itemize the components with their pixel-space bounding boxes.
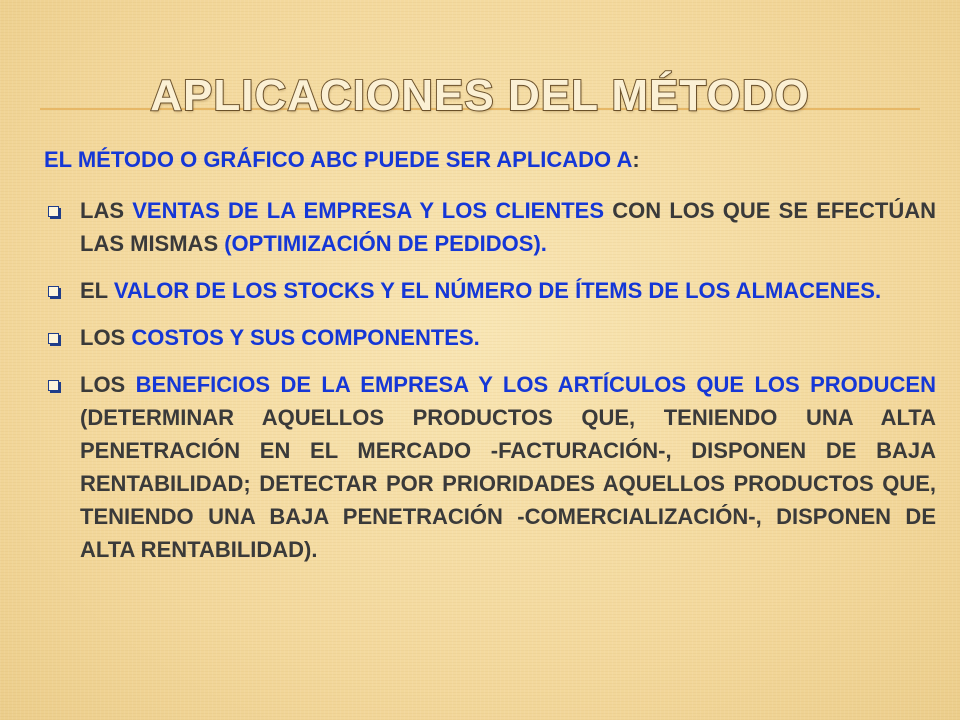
bullet-item-stocks (44, 274, 936, 307)
item-text: LOS (80, 325, 132, 350)
intro-text: EL MÉTODO O GRÁFICO ABC PUEDE SER APLICADO A (44, 147, 633, 172)
checkbox-square-icon (48, 286, 59, 297)
bullet-item-ventas (44, 194, 936, 260)
checkbox-square-icon (48, 333, 59, 344)
intro-line (44, 143, 936, 176)
item-text: (OPTIMIZACIÓN DE PEDIDOS). (224, 231, 547, 256)
item-text: BENEFICIOS DE LA EMPRESA Y LOS ARTÍCULOS QUE LOS PRODUCEN (135, 372, 936, 397)
bullet-item-beneficios (44, 368, 936, 566)
intro-colon: : (632, 147, 640, 172)
item-text: CON LOS QUE SE EFECTÚAN LAS MISMAS (80, 198, 936, 256)
item-text: VALOR DE LOS STOCKS Y EL NÚMERO DE ÍTEMS DE LOS ALMACENES. (113, 278, 882, 303)
bullet-item-costos (44, 321, 936, 354)
slide-title: APLICACIONES DEL MÉTODO (150, 71, 810, 120)
item-text: VENTAS DE LA EMPRESA Y LOS CLIENTES (132, 198, 605, 223)
item-text: LAS (80, 198, 133, 223)
checkbox-square-icon (48, 206, 59, 217)
checkbox-square-icon (48, 380, 59, 391)
item-text: EL (80, 278, 114, 303)
item-text: (DETERMINAR AQUELLOS PRODUCTOS QUE, TENIENDO UNA ALTA PENETRACIÓN EN EL MERCADO -FACTURACIÓN-, DISPONEN DE BAJA RENTABILIDAD; DETECTAR POR PRIORIDADES AQUELLOS PRODUCTOS QUE, TENIENDO UNA BAJA PENETRACIÓN -COMERCIALIZACIÓN-, DISPONEN DE ALTA RENTABILIDAD). (80, 405, 936, 562)
item-text: COSTOS Y SUS COMPONENTES. (131, 325, 480, 350)
item-text: LOS (80, 372, 136, 397)
slide-content (44, 143, 936, 580)
